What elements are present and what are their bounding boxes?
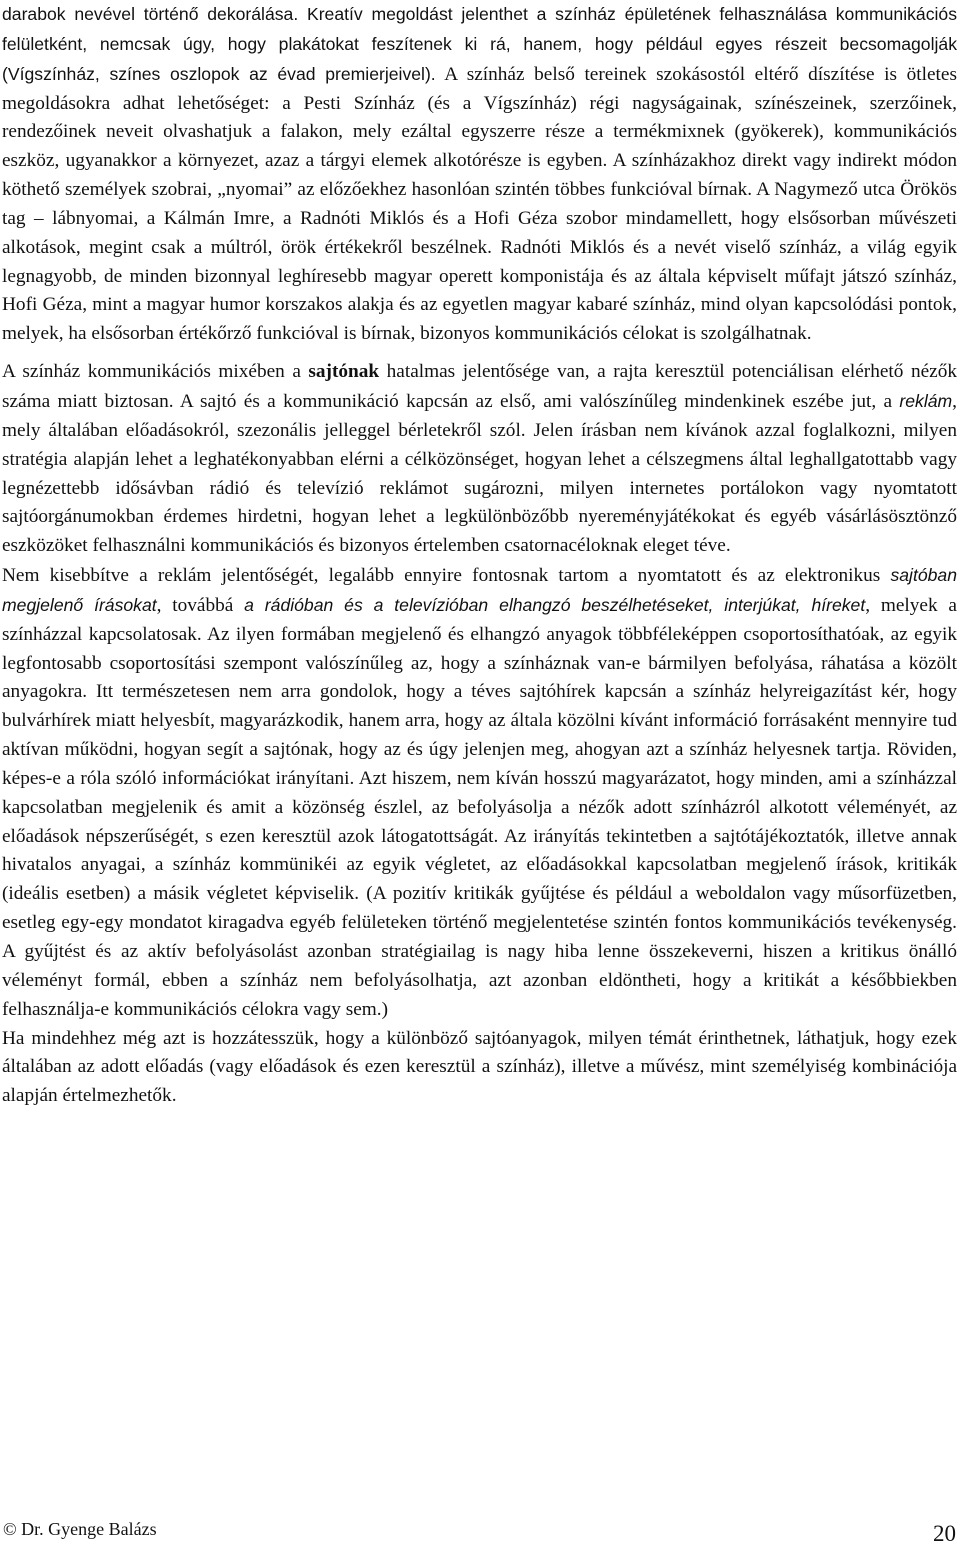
text-run: A színház kommunikációs mixében a (2, 361, 309, 383)
footer-author: © Dr. Gyenge Balázs (3, 1519, 157, 1539)
text-run: A színházakhoz direkt vagy indirekt módon köthető személyek szobrai, „nyomai” az előzőekhez hasonlóan szintén többes funkcióval bírnak. A Nagymező utca Örökös tag – lábnyomai, a Kálmán Imre, a Radnóti Miklós és a Hofi Géza szobor mindamellett, hogy elsősorban művészeti alkotások, megint csak a múltról, örök értékekről beszélnek. Radnóti Miklós és a nevét viselő színház, a világ egyik legnagyobb, de minden bizonnyal leghíresebb magyar operett komponistája és az általa képviselt műfajt játszó színház, Hofi Géza, mint a magyar humor korszakos alakja és az egyetlen magyar kabaré színház, mind olyan kapcsolódási pontok, melyek, ha elsősorban értékőrző funkcióval is bírnak, bizonyos kommunikációs célokat is szolgálhatnak. (2, 150, 957, 345)
sans-text: darabok nevével történő dekorálása. Kreatív megoldást jelenthet a színház épületének felhasználása kommunikációs felületként, nemcsak úgy, hogy plakátokat feszítenek ki rá, hanem, hogy például egyes részeit becsomagolják (Vígszínház, színes oszlopok az évad premierjeivel). (2, 4, 957, 84)
page-number: 20 (933, 1521, 956, 1546)
bold-text: sajtónak (308, 361, 380, 383)
text-run: hatalmas jelentősége van, a rajta keresztül potenciálisan elérhető nézők száma miatt biztosan. A sajtó és a kommunikáció kapcsán az első, ami valószínűleg mindenkinek eszébe jut, a (2, 361, 957, 412)
emphasis-text: sajtóban megjelenő írásokat (2, 565, 957, 615)
body-paragraph (2, 561, 957, 1025)
text-run: Nem kisebbítve a reklám jelentőségét, legalább ennyire fontosnak tartom a nyomtatott és az elektronikus (2, 565, 891, 587)
body-paragraph (2, 358, 957, 561)
emphasis-text: a rádióban és a televízióban elhangzó beszélhetéseket, interjúkat, híreket (244, 594, 866, 615)
page-footer (0, 1519, 960, 1546)
text-run: , mely általában előadásokról, szezonális jelleggel bérletekről szól. Jelen írásban nem kívánok azzal foglalkozni, milyen stratégia alapján lehet a leghatékonyabban elérni a célközönséget, hogyan lehet a célszegmens által leghallgatottabb vagy legnézettebb idősávban rádió és televízió reklámot sugározni, milyen internetes portálokon vagy nyomtatott sajtóorgánumokban érdemes hirdetni, hogyan lehet a legkülönbözőbb nyereményjátékokat és egyéb vásárlásösztönző eszközöket felhasználni kommunikációs és bizonyos értelemben csatornacéloknak eleget téve. (2, 390, 957, 557)
body-paragraph (2, 1025, 957, 1112)
emphasis-text: reklám (899, 390, 953, 411)
document-body (2, 0, 957, 1111)
text-run: , melyek a színházzal kapcsolatosak. Az ilyen formában megjelenő és elhangzó anyagok többféleképpen csoportosíthatóak, az egyik legfontosabb csoportosítási szempont valószínűleg az, hogy a színháznak van-e bármilyen befolyása, ráhatása a közölt anyagokra. Itt természetesen nem arra gondolok, hogy a téves sajtóhírek kapcsán a színház helyreigazítást kér, hogy bulvárhírek miatt helyesbít, magyarázkodik, hanem arra, hogy az általa közölni kívánt információ forrásaként mennyire tud aktívan működni, hogyan segít a sajtónak, hogy az és úgy jelenjen meg, ahogyan azt a színház helyesnek tartja. Röviden, képes-e a róla szóló információkat irányítani. Azt hiszem, nem kíván hosszú magyarázatot, hogy minden, ami a színházzal kapcsolatban megjelenik és amit a közönség észlel, az befolyásolja a nézők adott színházról alkotott véleményét, az előadások népszerűségét, s ezen keresztül azok látogatottságát. Az irányítás tekintetben a sajtótájékoztatók, illetve annak hivatalos anyagai, a színház kommünikéi az egyik végletet, az előadásokkal kapcsolatban megjelenő írások, kritikák (ideális esetben) a másik végletet képviselik. (A pozitív kritikák gyűjtése és például a weboldalon vagy műsorfüzetben, esetleg egy-egy mondatot kiragadva egyéb felületeken történő megjelentetése szintén fontos kommunikációs tevékenység. A gyűjtést és az aktív befolyásolást azonban stratégiailag is nagy hiba lenne összekeverni, hiszen a kritikus önálló véleményt formál, ebben a színház nem befolyásolhatja, azt azonban eldöntheti, hogy a kritikát a későbbiekben felhasználja-e kommunikációs célokra vagy sem.) (2, 594, 957, 1020)
body-paragraph (2, 0, 957, 349)
text-run: A színház belső tereinek szokásostól eltérő díszítése is ötletes megoldásokra adhat lehetőséget: a Pesti Színház (és a Vígszínház) régi nagyságainak, színészeinek, szerzőinek, rendezőinek neveit olvashatjuk a falakon, mely ezáltal egyszerre része a termékmixnek (gyökerek), kommunikációs eszköz, ugyanakkor a környezet, azaz a tárgyi elemek alkotórésze is egyben. (2, 63, 957, 172)
text-run: Ha mindehhez még azt is hozzátesszük, hogy a különböző sajtóanyagok, milyen témát érinthetnek, láthatjuk, hogy ezek általában az adott előadás (vagy előadások és ezen keresztül a színház), illetve a művész, mint személyiség kombinációja alapján értelmezhetők. (2, 1027, 957, 1107)
text-run: , továbbá (156, 594, 245, 616)
